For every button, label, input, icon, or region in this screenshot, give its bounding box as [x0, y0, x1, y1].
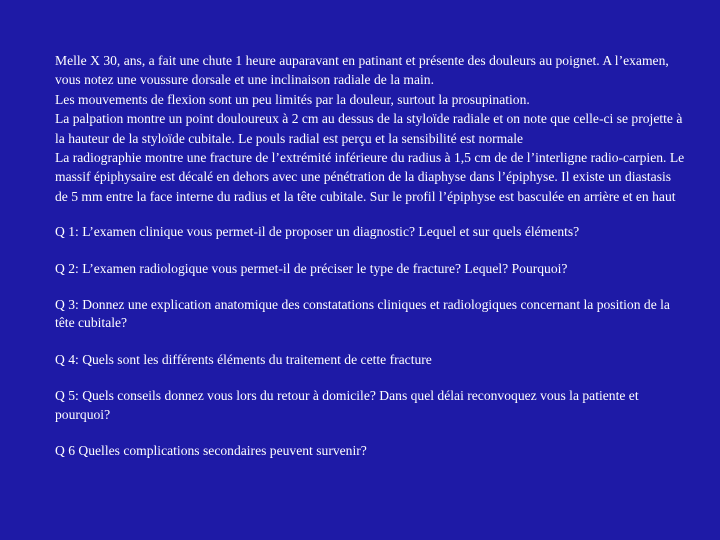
- case-line-2: Les mouvements de flexion sont un peu limités par la douleur, surtout la prosupination.: [55, 91, 530, 107]
- case-line-3: La palpation montre un point douloureux à 2 cm au dessus de la styloïde radiale et on note que celle-ci se projette à la hauteur de la styloïde cubitale. Le pouls radial est perçu et la sensibilité est normale: [55, 111, 683, 146]
- question-3: Q 3: Donnez une explication anatomique des constatations cliniques et radiologiques concernant la position de la tête cubitale?: [55, 297, 670, 331]
- question-4: Q 4: Quels sont les différents éléments du traitement de cette fracture: [55, 351, 432, 367]
- question-1: Q 1: L’examen clinique vous permet-il de proposer un diagnostic? Lequel et sur quels éléments?: [55, 224, 580, 240]
- case-line-4: La radiographie montre une fracture de l’extrémité inférieure du radius à 1,5 cm de de l’interligne radio-carpien. Le massif épiphysaire est décalé en dehors avec une pénétration de la diaphyse dans l’épiphyse. Il existe un diastasis de 5 mm entre la face interne du radius et la tête cubitale. Sur le profil l’épiphyse est basculée en arrière et en haut: [55, 150, 685, 204]
- question-5: Q 5: Quels conseils donnez vous lors du retour à domicile? Dans quel délai reconvoquez vous la patiente et pourquoi?: [55, 388, 639, 422]
- slide-content: [55, 51, 685, 479]
- case-line-1: Melle X 30, ans, a fait une chute 1 heure auparavant en patinant et présente des douleurs au poignet. A l’examen, vous notez une voussure dorsale et une inclinaison radiale de la main.: [55, 53, 669, 88]
- question-list: [55, 223, 685, 460]
- question-6: Q 6 Quelles complications secondaires peuvent survenir?: [55, 443, 367, 459]
- question-2: Q 2: L’examen radiologique vous permet-il de préciser le type de fracture? Lequel? Pourquoi?: [55, 260, 568, 276]
- clinical-case-text: [55, 51, 685, 206]
